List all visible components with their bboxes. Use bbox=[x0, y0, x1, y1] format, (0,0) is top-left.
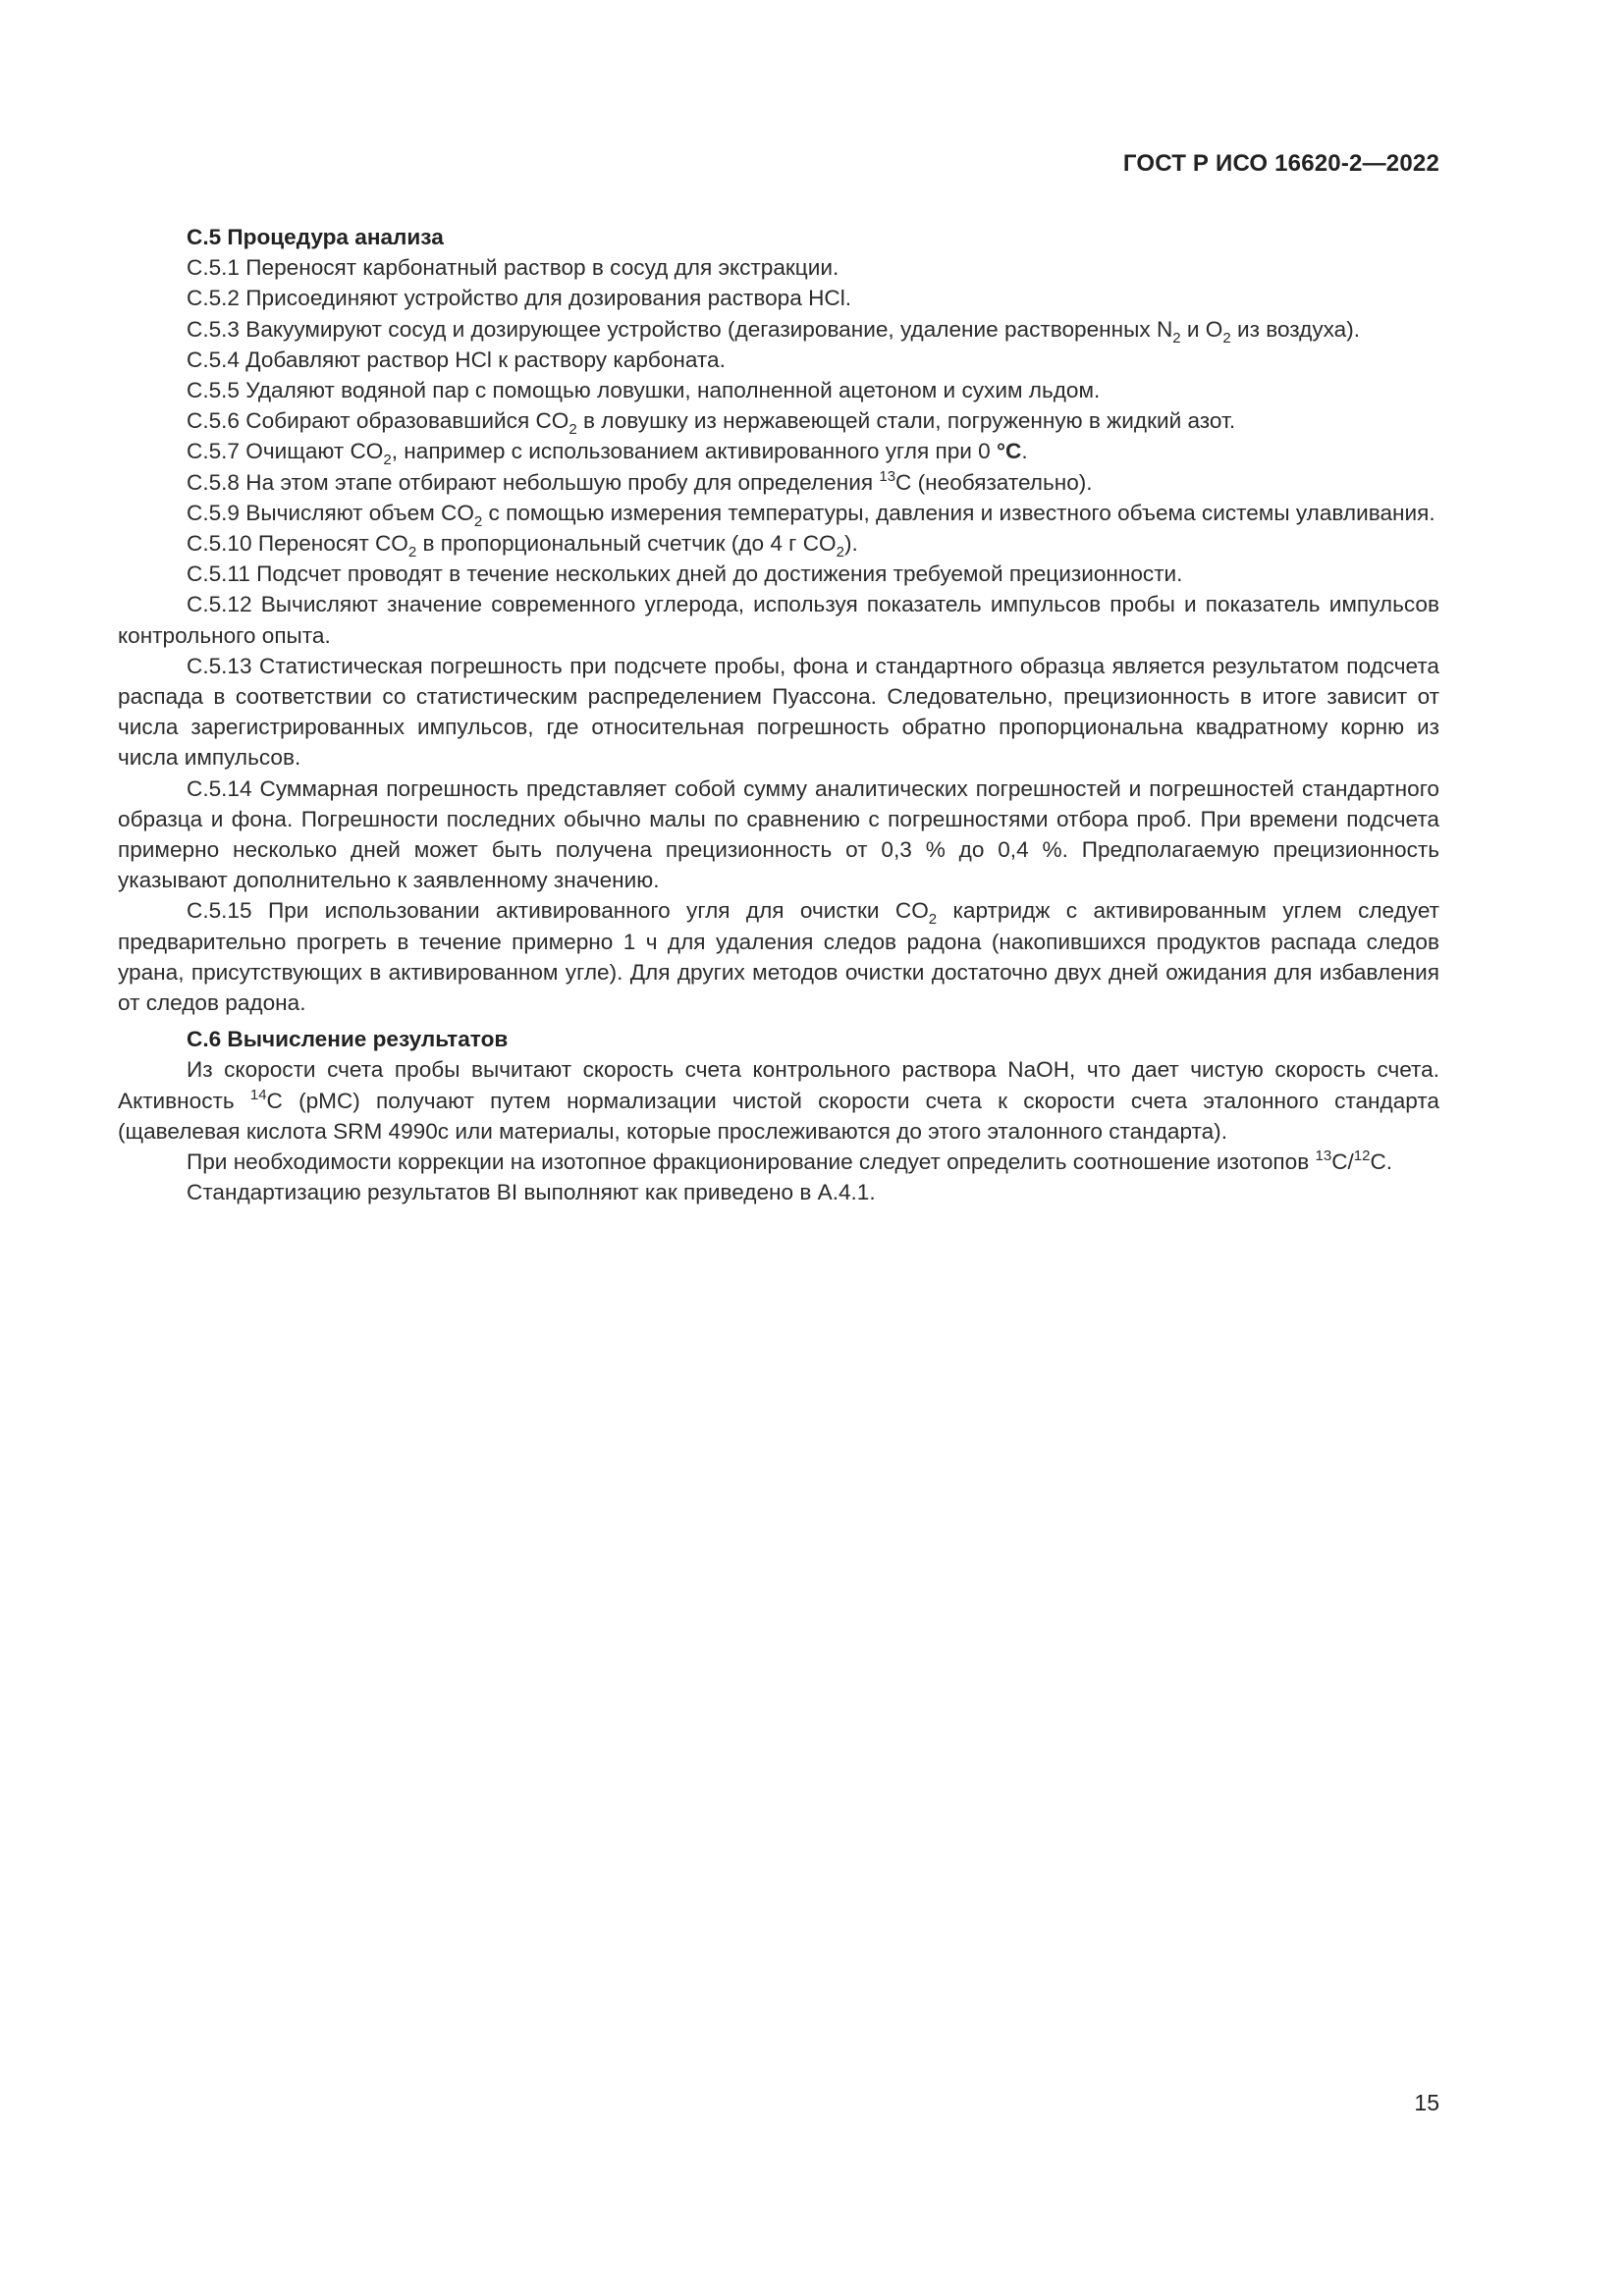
document-header: ГОСТ Р ИСО 16620-2—2022 bbox=[1122, 150, 1439, 177]
paragraph-c5-10 bbox=[118, 528, 1439, 559]
paragraph-c5-7 bbox=[118, 436, 1439, 469]
subscript: 2 bbox=[1172, 329, 1181, 347]
paragraph-c5-11: С.5.11 Подсчет проводят в течение нескольких дней до достижения требуемой прецизионности. bbox=[187, 561, 1183, 587]
paragraph-c6-1 bbox=[118, 1054, 1439, 1147]
superscript: 13 bbox=[1315, 1148, 1332, 1165]
text-run: . bbox=[1021, 439, 1028, 464]
page-number: 15 bbox=[1414, 2090, 1439, 2115]
subscript: 2 bbox=[836, 544, 844, 561]
paragraph-c5-15 bbox=[118, 895, 1439, 1018]
paragraph-c6-3: Стандартизацию результатов BI выполняют как приведено в А.4.1. bbox=[187, 1180, 876, 1205]
text-run: и O bbox=[1180, 316, 1223, 342]
text-run: Из скорости счета пробы вычитают скорость счета контрольного раствора NaOH, что дает чистую скорость счета. Активность bbox=[118, 1057, 1439, 1113]
text-run: , например с использованием активированного угля при 0 bbox=[391, 439, 998, 464]
paragraph-c5-8 bbox=[118, 467, 1439, 498]
superscript: 12 bbox=[1353, 1148, 1371, 1165]
text-run: С.5.7 Очищают CO bbox=[187, 439, 384, 464]
paragraph-c5-14: С.5.14 Суммарная погрешность представляет собой сумму аналитических погрешностей и погрешностей стандартного образца и фона. Погрешности последних обычно малы по сравнению с погрешностями отбора проб. При времени подсчета примерно несколько дней может быть получена прецизионность от 0,3 % до 0,4 %. Предполагаемую прецизионность указывают дополнительно к заявленному значению. bbox=[118, 775, 1439, 893]
document-body bbox=[118, 222, 1439, 1208]
text-run: С.5.8 На этом этапе отбирают небольшую пробу для определения bbox=[187, 469, 880, 495]
text-run: в ловушку из нержавеющей стали, погруженную в жидкий азот. bbox=[576, 408, 1236, 434]
text-run: из воздуха). bbox=[1230, 316, 1361, 342]
text-run: С.5.6 Собирают образовавшийся CO bbox=[187, 408, 569, 434]
section-heading-c5: С.5 Процедура анализа bbox=[187, 225, 444, 249]
paragraph-c5-3 bbox=[118, 314, 1439, 345]
superscript: 14 bbox=[249, 1086, 267, 1103]
text-run: С.5.15 При использовании активированного угля для очистки CO bbox=[187, 898, 929, 924]
subscript: 2 bbox=[1222, 329, 1231, 347]
paragraph-c5-4: С.5.4 Добавляют раствор HCl к раствору карбоната. bbox=[187, 347, 726, 372]
text-run: картридж с активированным углем следует предварительно прогреть в течение примерно 1 ч для удаления следов радона (накопившихся продуктов распада следов урана, присутствующих в активированном угле). Для других методов очистки достаточно двух дней ожидания для избавления от следов радона. bbox=[118, 898, 1440, 1016]
subscript: 2 bbox=[407, 544, 417, 561]
paragraph-c5-2: С.5.2 Присоединяют устройство для дозирования раствора HCl. bbox=[187, 286, 851, 311]
paragraph-c5-13: С.5.13 Статистическая погрешность при подсчете пробы, фона и стандартного образца является результатом подсчета распада в соответствии со статистическим распределением Пуассона. Следовательно, прецизионность в итоге зависит от числа зарегистрированных импульсов, где относительная погрешность обратно пропорциональна квадратному корню из числа импульсов. bbox=[118, 653, 1439, 771]
unit-celsius: °C bbox=[997, 439, 1022, 464]
text-run: С.5.9 Вычисляют объем CO bbox=[187, 500, 474, 525]
paragraph-c5-9 bbox=[118, 498, 1439, 528]
text-run: ). bbox=[843, 531, 858, 557]
text-run: в пропорциональный счетчик (до 4 г CO bbox=[416, 531, 837, 557]
paragraph-c5-1: С.5.1 Переносят карбонатный раствор в сосуд для экстракции. bbox=[187, 255, 839, 281]
paragraph-c6-2 bbox=[118, 1147, 1439, 1177]
text-run: При необходимости коррекции на изотопное фракционирование следует определить соотношение изотопов bbox=[187, 1149, 1316, 1175]
text-run: C/ bbox=[1331, 1149, 1354, 1175]
subscript: 2 bbox=[383, 452, 392, 469]
subscript: 2 bbox=[928, 911, 938, 929]
text-run: С.5.10 Переносят CO bbox=[187, 531, 408, 557]
paragraph-c5-6 bbox=[118, 405, 1439, 439]
subscript: 2 bbox=[473, 512, 483, 530]
paragraph-c5-12: С.5.12 Вычисляют значение современного углерода, используя показатель импульсов пробы и показатель импульсов контрольного опыта. bbox=[118, 592, 1439, 648]
text-run: C (необязательно). bbox=[895, 469, 1093, 495]
text-run: С.5.3 Вакуумируют сосуд и дозирующее устройство (дегазирование, удаление растворенных N bbox=[187, 316, 1173, 342]
paragraph-c5-5: С.5.5 Удаляют водяной пар с помощью ловушки, наполненной ацетоном и сухим льдом. bbox=[187, 378, 1101, 403]
superscript: 13 bbox=[879, 467, 896, 485]
text-run: C (pMC) получают путем нормализации чистой скорости счета к скорости счета эталонного стандарта (щавелевая кислота SRM 4990с или материалы, которые прослеживаются до этого эталонного стандарта). bbox=[118, 1088, 1440, 1144]
text-run: с помощью измерения температуры, давления и известного объема системы улавливания. bbox=[482, 500, 1435, 525]
text-run: C. bbox=[1370, 1149, 1393, 1175]
section-heading-c6: С.6 Вычисление результатов bbox=[187, 1027, 509, 1052]
subscript: 2 bbox=[568, 421, 577, 439]
